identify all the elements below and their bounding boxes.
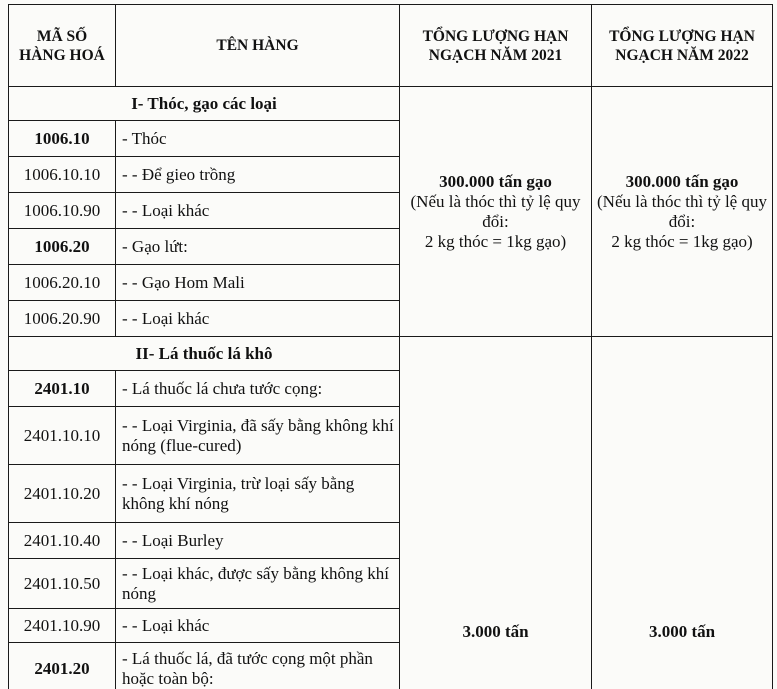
- hs-code: 1006.20.10: [9, 265, 116, 301]
- goods-name: - - Loại Virginia, đã sấy bằng không khí nóng (flue-cured): [116, 407, 400, 465]
- quota-note: (Nếu là thóc thì tỷ lệ quy đổi:: [410, 191, 581, 231]
- section-title: I- Thóc, gạo các loại: [9, 87, 400, 121]
- quota-table: [8, 4, 773, 689]
- goods-name: - - Để gieo trồng: [116, 157, 400, 193]
- hs-code: 2401.10.10: [9, 407, 116, 465]
- goods-name: - - Loại khác, được sấy bằng không khí nóng: [116, 559, 400, 609]
- section-title-row: [9, 87, 773, 121]
- hs-code: 2401.10.90: [9, 609, 116, 643]
- header-quota-2021: TỔNG LƯỢNG HẠN NGẠCH NĂM 2021: [400, 5, 592, 87]
- goods-name: - Lá thuốc lá chưa tước cọng:: [116, 371, 400, 407]
- quota-2021-section-1: [400, 87, 592, 337]
- hs-code: 2401.10.50: [9, 559, 116, 609]
- quota-2021-section-2: [400, 337, 592, 689]
- hs-code: 2401.10.40: [9, 523, 116, 559]
- quota-conversion: 2 kg thóc = 1kg gạo): [424, 231, 567, 251]
- goods-name: - - Loại khác: [116, 301, 400, 337]
- quota-conversion: 2 kg thóc = 1kg gạo): [611, 231, 753, 251]
- hs-code: 1006.10.10: [9, 157, 116, 193]
- goods-name: - - Loại Burley: [116, 523, 400, 559]
- hs-code: 2401.10: [9, 371, 116, 407]
- header-name: TÊN HÀNG: [116, 5, 400, 87]
- header-code: MÃ SỐ HÀNG HOÁ: [9, 5, 116, 87]
- header-row: [9, 5, 773, 87]
- hs-code: 2401.10.20: [9, 465, 116, 523]
- hs-code: 2401.20: [9, 643, 116, 689]
- quota-main: 300.000 tấn gạo: [625, 171, 739, 191]
- quota-note: (Nếu là thóc thì tỷ lệ quy đổi:: [597, 191, 767, 231]
- quota-2022-section-1: [592, 87, 773, 337]
- quota-2022-section-2: [592, 337, 773, 689]
- quota-main: 3.000 tấn: [462, 622, 529, 641]
- goods-name: - Lá thuốc lá, đã tước cọng một phần hoặc toàn bộ:: [116, 643, 400, 689]
- goods-name: - - Loại Virginia, trừ loại sấy bằng không khí nóng: [116, 465, 400, 523]
- quota-main: 300.000 tấn gạo: [439, 171, 552, 191]
- section-title-row: [9, 337, 773, 371]
- goods-name: - Thóc: [116, 121, 400, 157]
- section-title: II- Lá thuốc lá khô: [9, 337, 400, 371]
- hs-code: 1006.10: [9, 121, 116, 157]
- goods-name: - - Gạo Hom Mali: [116, 265, 400, 301]
- hs-code: 1006.20: [9, 229, 116, 265]
- header-quota-2022: TỔNG LƯỢNG HẠN NGẠCH NĂM 2022: [592, 5, 773, 87]
- quota-main: 3.000 tấn: [648, 622, 716, 641]
- goods-name: - Gạo lứt:: [116, 229, 400, 265]
- hs-code: 1006.10.90: [9, 193, 116, 229]
- hs-code: 1006.20.90: [9, 301, 116, 337]
- goods-name: - - Loại khác: [116, 193, 400, 229]
- goods-name: - - Loại khác: [116, 609, 400, 643]
